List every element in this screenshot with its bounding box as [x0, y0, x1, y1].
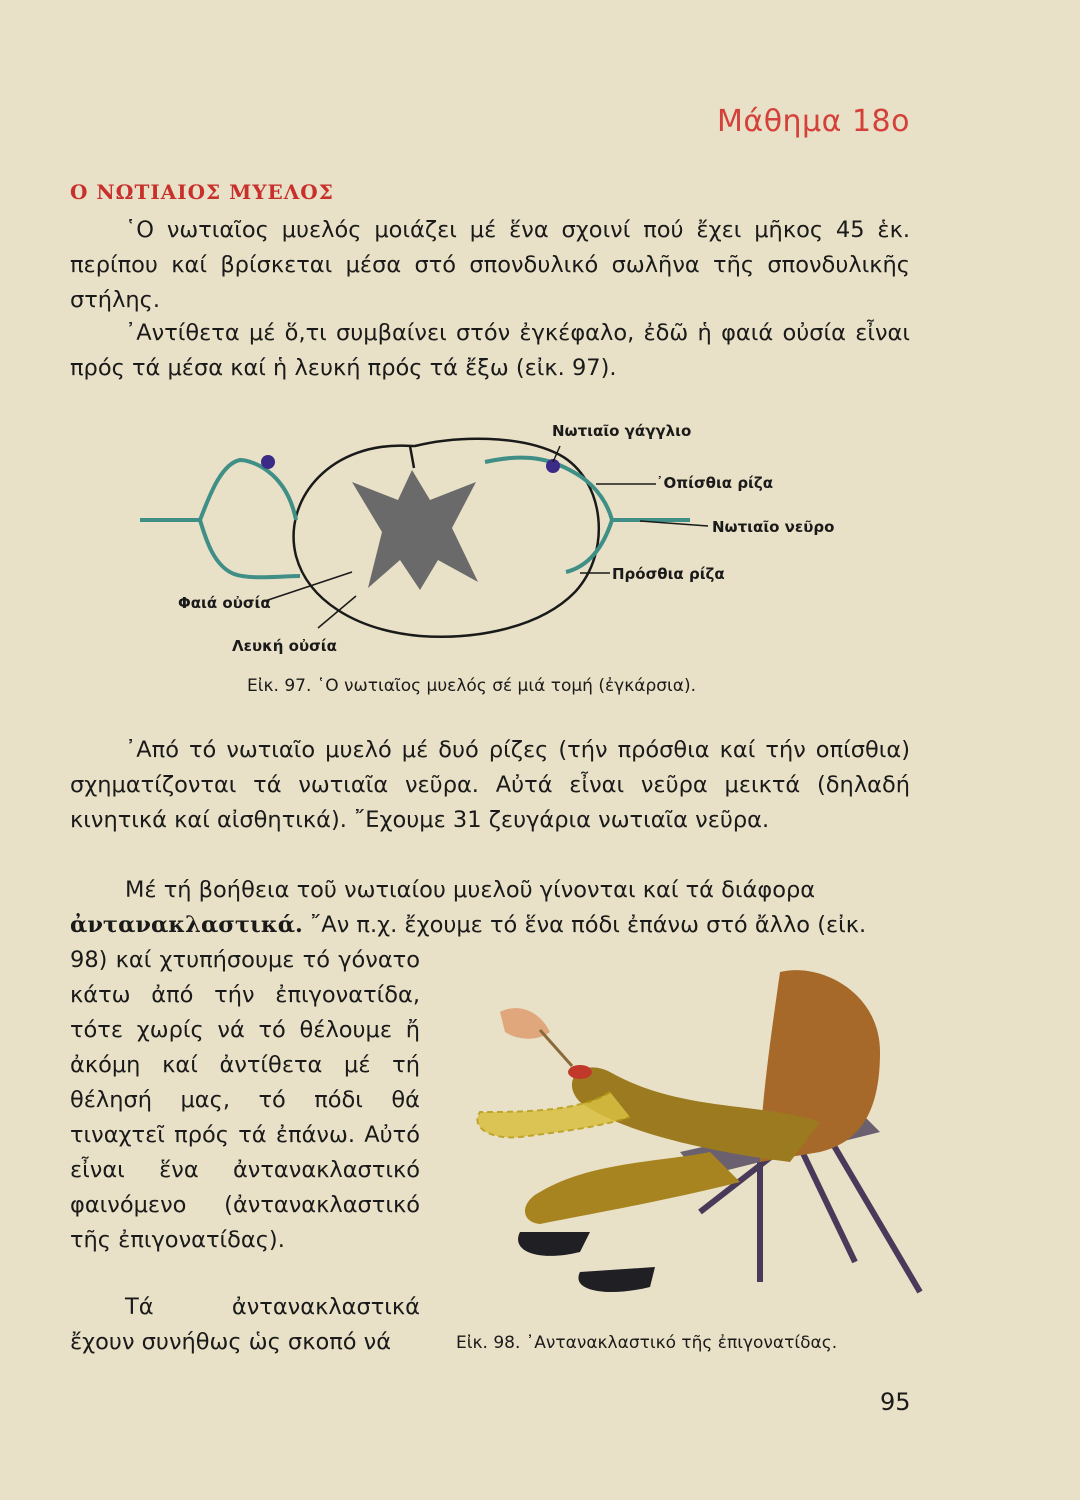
- reflex-hammer-handle: [540, 1030, 572, 1066]
- reflex-hammer-head: [568, 1065, 592, 1079]
- shoe-lower: [578, 1267, 655, 1292]
- right-anterior-root: [566, 520, 612, 572]
- label-spinal-nerve: Νωτιαῖο νεῦρο: [712, 518, 835, 536]
- paragraph-4-line-1: [70, 873, 910, 908]
- paragraph-4-text-a: Μέ τή βοήθεια τοῦ νωτιαίου μυελοῦ γίνονται καί τά διάφορα: [125, 877, 816, 903]
- label-posterior-root: ᾿Οπίσθια ρίζα: [656, 474, 774, 492]
- shoe-upper: [518, 1232, 590, 1256]
- left-ganglion: [261, 455, 275, 469]
- reflex-leg-outline: [477, 1092, 630, 1137]
- section-heading: Ο ΝΩΤΙΑΙΟΣ ΜΥΕΛΟΣ: [70, 180, 334, 204]
- grey-matter-shape: [352, 470, 478, 590]
- label-white-matter: Λευκή οὐσία: [232, 637, 337, 655]
- paragraph-4-line-2: [70, 908, 910, 943]
- posterior-fissure: [410, 446, 414, 468]
- paragraph-2: ᾿Αντίθετα μέ ὅ,τι συμβαίνει στόν ἐγκέφαλο, ἐδῶ ἡ φαιά οὐσία εἶναι πρός τά μέσα καί ἡ λευκή πρός τά ἔξω (εἰκ. 97).: [70, 320, 910, 381]
- reflexes-term: ἀντανακλαστικά.: [70, 912, 303, 938]
- paragraph-4-text-b: ῎Αν π.χ. ἔχουμε τό ἕνα πόδι ἐπάνω στό ἄλλο (εἰκ.: [310, 912, 867, 938]
- figure-98-knee-reflex-illustration: [460, 962, 940, 1322]
- label-grey-matter: Φαιά οὐσία: [178, 594, 271, 612]
- left-anterior-root: [200, 520, 300, 577]
- lower-leg: [525, 1152, 740, 1224]
- label-anterior-root: Πρόσθια ρίζα: [612, 565, 725, 583]
- lesson-title: Μάθημα 18ο: [717, 104, 910, 139]
- paragraph-5: Τά ἀντανακλαστικά ἔχουν συνήθως ὡς σκοπό νά: [70, 1294, 420, 1355]
- paragraph-3: ᾿Από τό νωτιαῖο μυελό μέ δυό ρίζες (τήν πρόσθια καί τήν οπίσθια) σχηματίζονται τά νωτιαῖα νεῦρα. Αὐτά εἶναι νεῦρα μεικτά (δηλαδή κινητικά καί αἰσθητικά). ῎Εχουμε 31 ζευγάρια νωτιαῖα νεῦρα.: [70, 737, 910, 833]
- figure-97-spinal-cord-diagram: [0, 0, 1080, 680]
- figure-97-caption: Εἰκ. 97. ῾Ο νωτιαῖος μυελός σέ μιά τομή (ἐγκάρσια).: [247, 676, 697, 696]
- figure-98-caption: Εἰκ. 98. ᾿Αντανακλαστικό τῆς ἐπιγονατίδας.: [456, 1333, 838, 1353]
- page-number: 95: [880, 1388, 911, 1416]
- left-posterior-root: [200, 460, 296, 520]
- paragraph-4-continued: 98) καί χτυπήσουμε τό γόνατο κάτω ἀπό τήν ἐπιγονατίδα, τότε χωρίς νά τό θέλουμε ἤ ἀκόμη καί ἀντίθετα μέ τή θέλησή μας, τό πόδι θά τιναχτεῖ πρός τά ἐπάνω. Αὐτό εἶναι ἕνα ἀντανακλαστικό φαινόμενο (ἀντανακλαστικό τῆς ἐπιγονατίδας).: [70, 947, 420, 1253]
- paragraph-1: ῾Ο νωτιαῖος μυελός μοιάζει μέ ἕνα σχοινί πού ἔχει μῆκος 45 ἑκ. περίπου καί βρίσκεται μέσα στό σπονδυλικό σωλῆνα τῆς σπονδυλικῆς στήλης.: [70, 217, 910, 313]
- label-spinal-ganglion: Νωτιαῖο γάγγλιο: [552, 422, 692, 440]
